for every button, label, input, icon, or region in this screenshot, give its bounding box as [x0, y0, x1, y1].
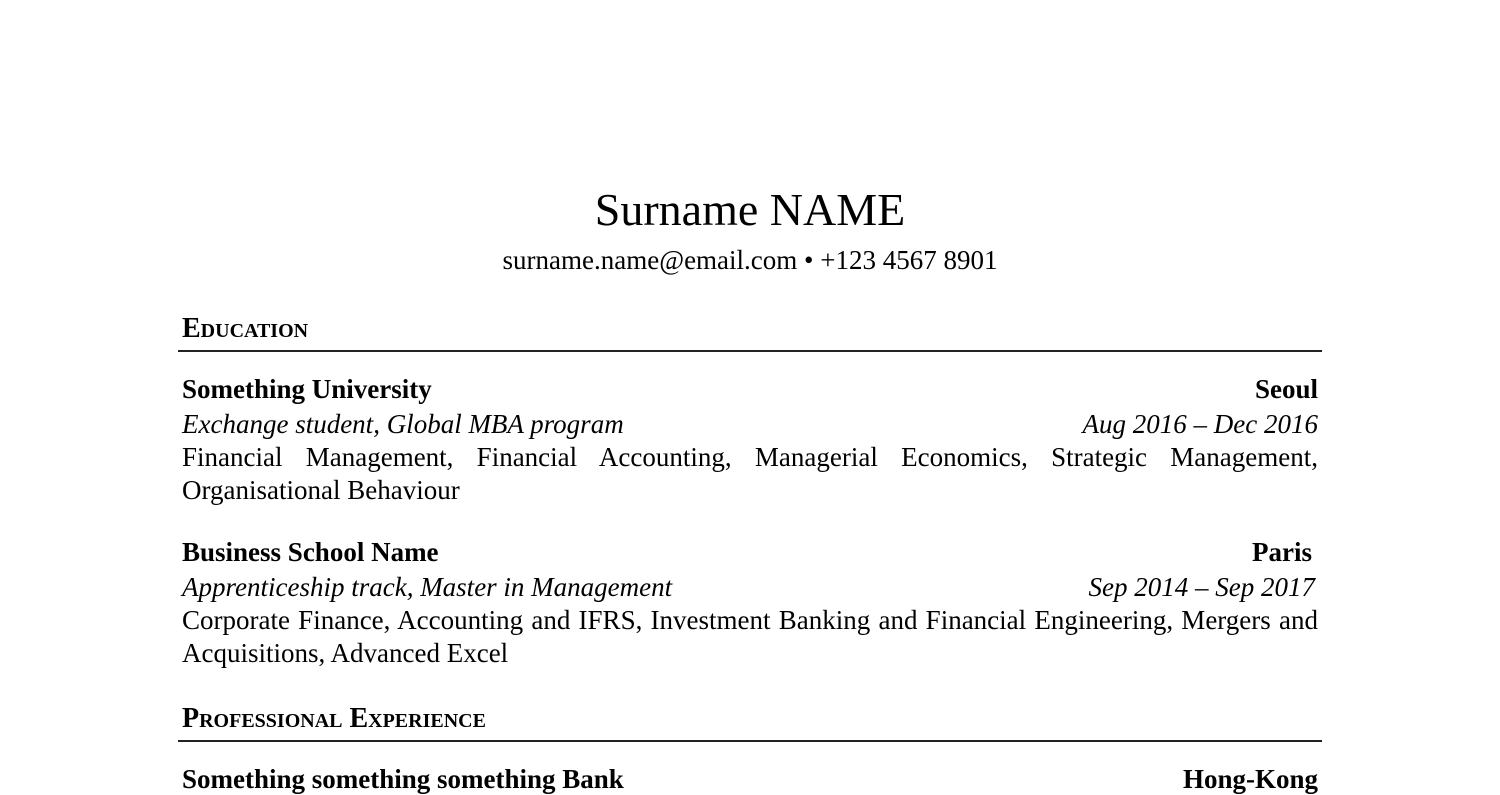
program: Apprenticeship track, Master in Management	[182, 572, 673, 602]
section-heading-experience: Professional Experience	[182, 703, 486, 734]
section-divider	[178, 740, 1322, 742]
experience-entry-header	[182, 763, 1318, 795]
courses: Corporate Finance, Accounting and IFRS, Investment Banking and Financial Engineering, Mergers and Acquisitions, Advanced Excel	[182, 605, 1318, 668]
company-location: Hong-Kong	[1182, 764, 1318, 794]
courses: Financial Management, Financial Accounting, Managerial Economics, Strategic Management, Organisational Behaviour	[182, 442, 1318, 505]
dates: Aug 2016 – Dec 2016	[1082, 409, 1318, 439]
education-entry-header	[182, 536, 1312, 568]
school-name: Business School Name	[182, 537, 439, 567]
school-location: Paris	[1252, 537, 1312, 567]
contact-info: surname.name@email.com • +123 4567 8901	[502, 245, 998, 275]
education-entry-subheader	[182, 571, 1315, 603]
program: Exchange student, Global MBA program	[182, 409, 624, 439]
school-location: Seoul	[1254, 374, 1318, 404]
section-divider	[178, 350, 1322, 352]
section-heading-education: Education	[182, 313, 309, 344]
company-name: Something something something Bank	[182, 764, 624, 794]
dates: Sep 2014 – Sep 2017	[1088, 572, 1315, 602]
education-entry-header	[182, 373, 1318, 405]
school-name: Something University	[182, 374, 432, 404]
education-entry-subheader	[182, 408, 1318, 440]
candidate-name: Surname NAME	[594, 184, 906, 235]
